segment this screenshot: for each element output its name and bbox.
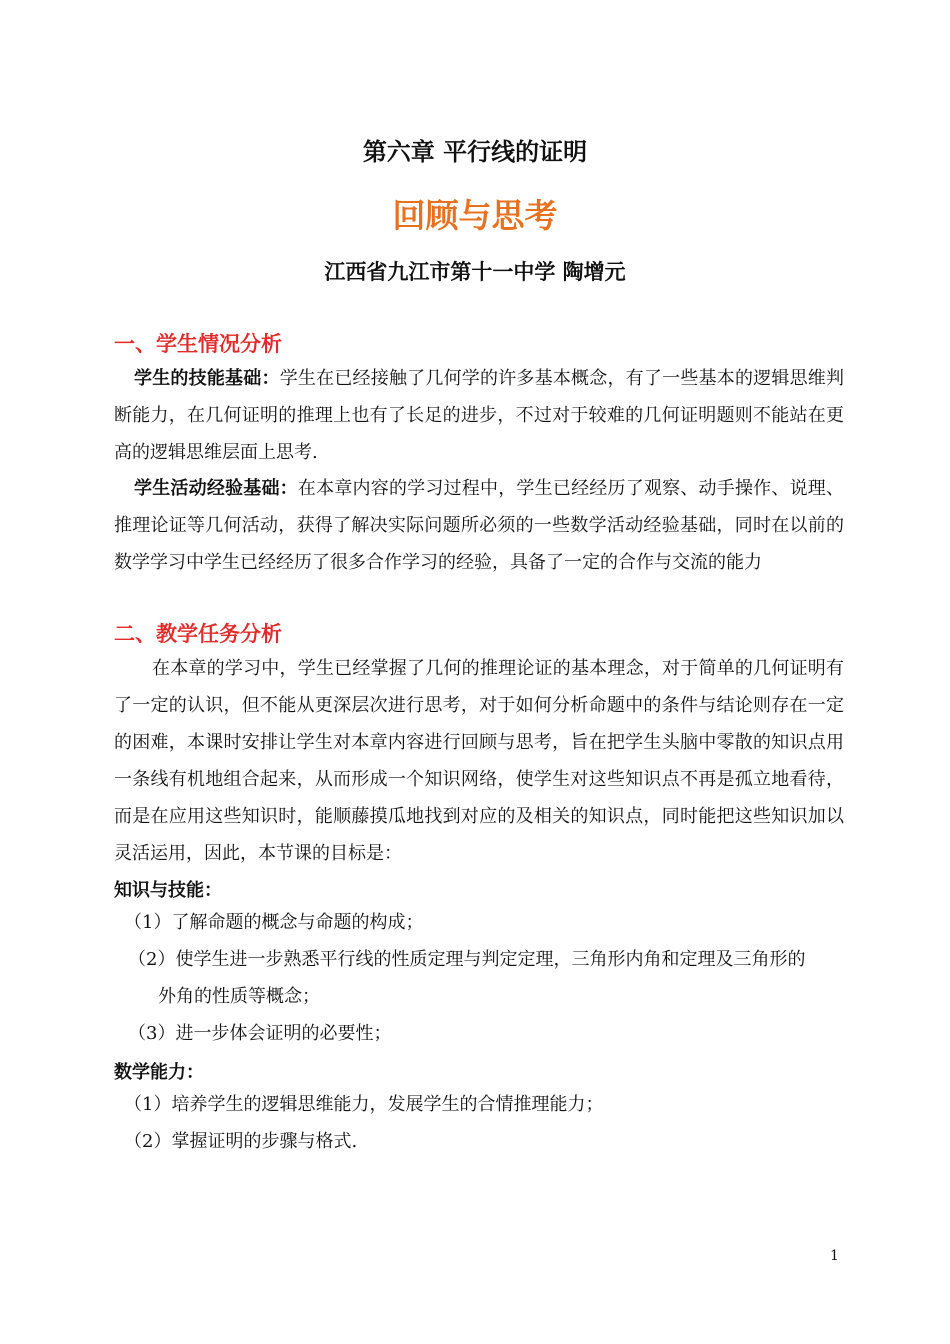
activity-text: 在本章内容的学习过程中，学生已经经历了观察、动手操作、说理、推理论证等几何活动，获得了解决实际问题所必须的一些数学活动经验基础，同时在以前的数学学习中学生已经经历了很多合作学习的经验，具备了一定的合作与交流的能力 (114, 478, 845, 573)
knowledge-item: （3）进一步体会证明的必要性； (128, 1023, 392, 1044)
activity-paragraph (114, 470, 844, 581)
knowledge-item: 外角的性质等概念； (158, 986, 320, 1007)
author-line: 江西省九江市第十一中学 陶增元 (324, 260, 626, 284)
knowledge-item: （1）了解命题的概念与命题的构成； (124, 912, 424, 933)
section-heading-student-analysis: 一、学生情况分析 (114, 332, 282, 356)
task-intro-paragraph: 在本章的学习中，学生已经掌握了几何的推理论证的基本理念，对于简单的几何证明有了一定的认识，但不能从更深层次进行思考，对于如何分析命题中的条件与结论则存在一定的困难，本课时安排让学生对本章内容进行回顾与思考，旨在把学生头脑中零散的知识点用一条线有机地组合起来，从而形成一个知识网络，使学生对这些知识点不再是孤立地看待，而是在应用这些知识时，能顺藤摸瓜地找到对应的及相关的知识点，同时能把这些知识加以灵活运用，因此，本节课的目标是： (114, 658, 844, 864)
skill-text: 学生在已经接触了几何学的许多基本概念，有了一些基本的逻辑思维判断能力，在几何证明的推理上也有了长足的进步，不过对于较难的几何证明题则不能站在更高的逻辑思维层面上思考. (114, 368, 844, 463)
lesson-title: 回顾与思考 (392, 196, 558, 235)
math-item: （2）掌握证明的步骤与格式. (124, 1131, 358, 1152)
page-number: 1 (830, 1248, 839, 1264)
math-item: （1）培养学生的逻辑思维能力，发展学生的合情推理能力； (124, 1094, 604, 1115)
math-ability-label: 数学能力： (114, 1062, 204, 1083)
section-heading-task-analysis: 二、教学任务分析 (114, 622, 282, 646)
knowledge-item: （2）使学生进一步熟悉平行线的性质定理与判定定理，三角形内角和定理及三角形的 (128, 949, 806, 970)
chapter-title: 第六章 平行线的证明 (362, 138, 588, 166)
knowledge-skills-label: 知识与技能： (114, 880, 222, 901)
skill-paragraph (114, 360, 844, 471)
skill-label: 学生的技能基础： (134, 368, 280, 389)
activity-label: 学生活动经验基础： (134, 478, 298, 499)
